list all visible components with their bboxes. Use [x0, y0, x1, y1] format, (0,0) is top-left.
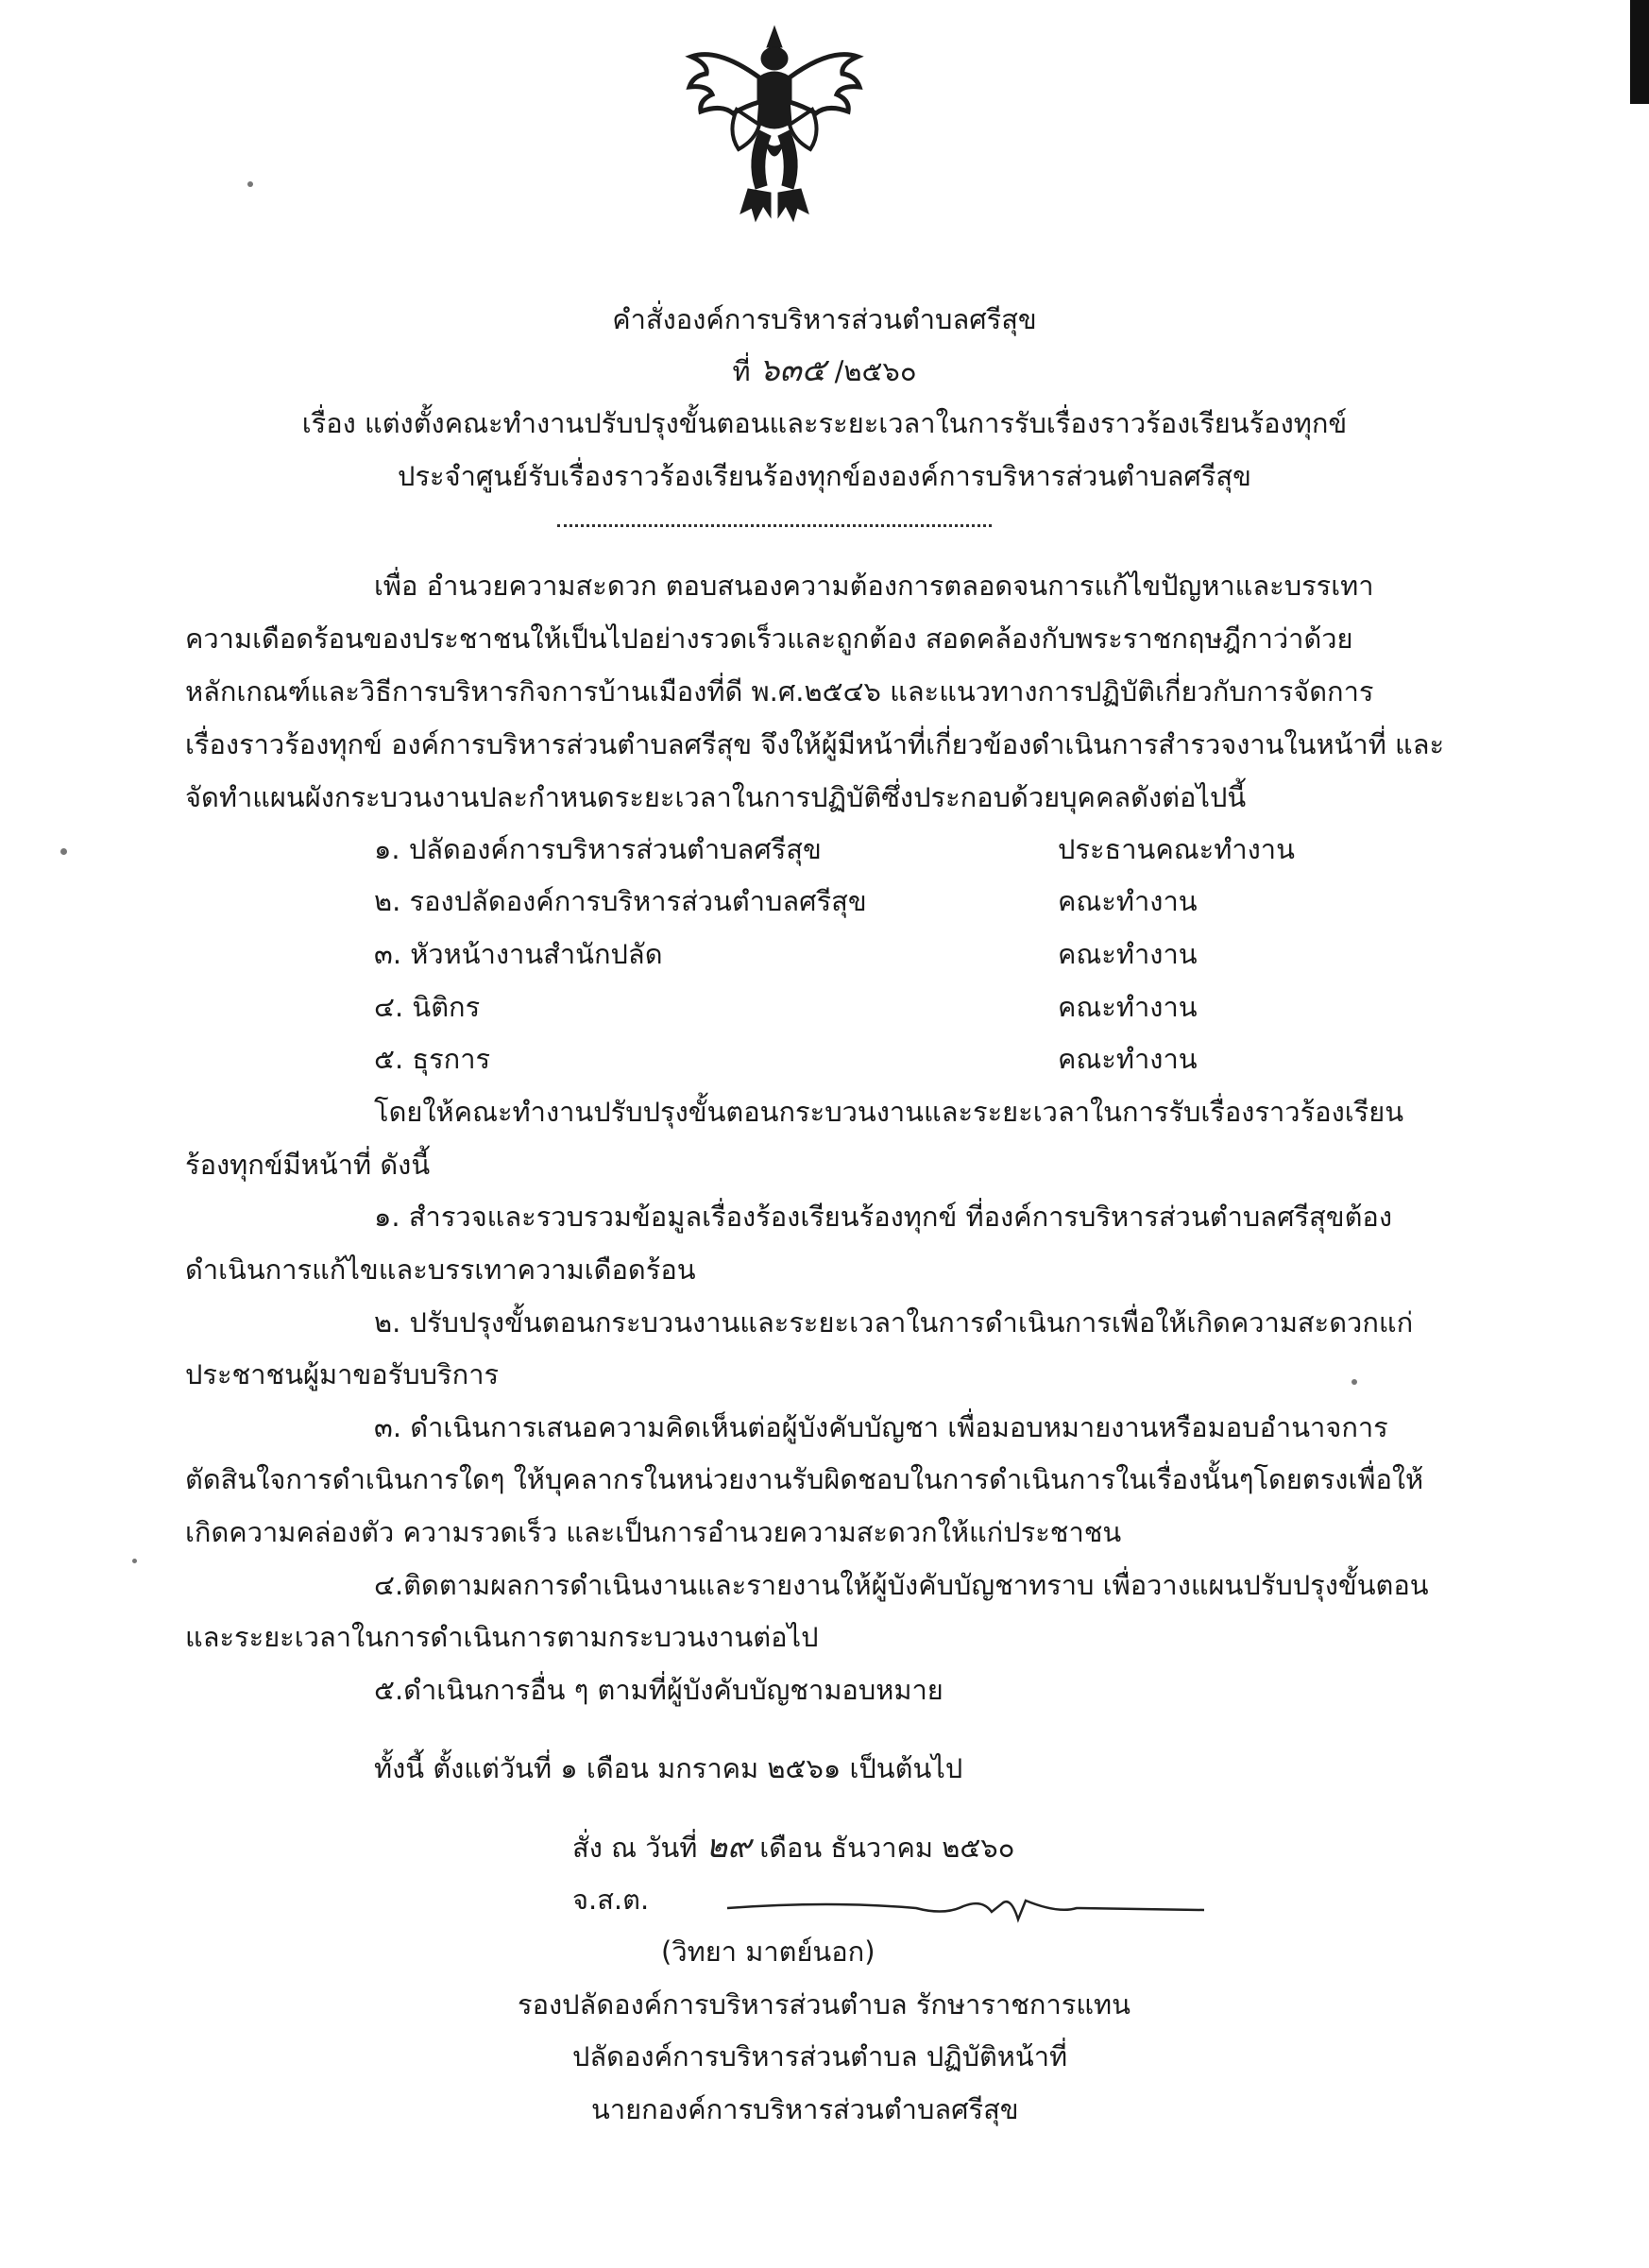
- duties-line: เกิดความคล่องตัว ความรวดเร็ว และเป็นการอำนวยความสะดวกให้แก่ประชาชน: [185, 1516, 1122, 1548]
- order-date-prefix: สั่ง ณ วันที่: [572, 1832, 698, 1864]
- effective-date: ทั้งนี้ ตั้งแต่วันที่ ๑ เดือน มกราคม ๒๕๖๑ เป็นต้นไป: [374, 1752, 963, 1784]
- page-edge-shadow: [1630, 0, 1649, 104]
- duties-line: ๒. ปรับปรุงขั้นตอนกระบวนงานและระยะเวลาในการดำเนินการเพื่อให้เกิดความสะดวกแก่: [374, 1306, 1414, 1339]
- member-role: ประธานคณะทำงาน: [1058, 833, 1295, 865]
- duties-line: ๑. สำรวจและรวบรวมข้อมูลเรื่องร้องเรียนร้องทุกข์ ที่องค์การบริหารส่วนตำบลศรีสุขต้อง: [374, 1201, 1392, 1233]
- handwritten-signature: [718, 1891, 1209, 1929]
- duties-line: ร้องทุกข์มีหน้าที่ ดังนี้: [185, 1149, 431, 1181]
- order-number-suffix: /๒๕๖๐: [834, 355, 917, 387]
- order-title: คำสั่งองค์การบริหารส่วนตำบลศรีสุข: [612, 303, 1037, 335]
- intro-line: เพื่อ อำนวยความสะดวก ตอบสนองความต้องการตลอดจนการแก้ไขปัญหาและบรรเทา: [374, 570, 1374, 602]
- intro-line: หลักเกณฑ์และวิธีการบริหารกิจการบ้านเมืองที่ดี พ.ศ.๒๕๔๖ และแนวทางการปฏิบัติเกี่ยวกับการจัดการ: [185, 675, 1374, 708]
- member-role: คณะทำงาน: [1058, 991, 1198, 1023]
- scan-speck: [1352, 1379, 1357, 1385]
- duties-line: ๕.ดำเนินการอื่น ๆ ตามที่ผู้บังคับบัญชามอบหมาย: [374, 1674, 944, 1706]
- member-role: คณะทำงาน: [1058, 1043, 1198, 1075]
- scan-speck: [132, 1559, 137, 1563]
- member-name: ๓. หัวหน้างานสำนักปลัด: [374, 938, 663, 970]
- member-name: ๔. นิติกร: [374, 991, 481, 1023]
- duties-line: ประชาชนผู้มาขอรับบริการ: [185, 1358, 500, 1390]
- duties-line: โดยให้คณะทำงานปรับปรุงขั้นตอนกระบวนงานและระยะเวลาในการรับเรื่องราวร้องเรียน: [374, 1096, 1404, 1128]
- order-date-suffix: เดือน ธันวาคม ๒๕๖๐: [759, 1832, 1015, 1864]
- signatory-position: รองปลัดองค์การบริหารส่วนตำบล รักษาราชการแทน: [518, 1988, 1130, 2021]
- duties-line: ๔.ติดตามผลการดำเนินงานและรายงานให้ผู้บังคับบัญชาทราบ เพื่อวางแผนปรับปรุงขั้นตอน: [374, 1569, 1429, 1601]
- scan-speck: [247, 181, 253, 187]
- order-number-prefix: ที่: [732, 355, 751, 387]
- duties-line: ดำเนินการแก้ไขและบรรเทาความเดือดร้อน: [185, 1253, 696, 1286]
- member-role: คณะทำงาน: [1058, 885, 1198, 917]
- intro-line: เรื่องราวร้องทุกข์ องค์การบริหารส่วนตำบลศรีสุข จึงให้ผู้มีหน้าที่เกี่ยวข้องดำเนินการสำรวจงานในหน้าที่ และ: [185, 728, 1445, 760]
- intro-line: จัดทำแผนผังกระบวนงานปละกำหนดระยะเวลาในการปฏิบัติซึ่งประกอบด้วยบุคคลดังต่อไปนี้: [185, 781, 1247, 813]
- signatory-name: (วิทยา มาตย์นอก): [661, 1935, 876, 1968]
- member-name: ๕. ธุรการ: [374, 1043, 491, 1075]
- signatory-position: ปลัดองค์การบริหารส่วนตำบล ปฏิบัติหน้าที่: [572, 2040, 1068, 2072]
- member-name: ๒. รองปลัดองค์การบริหารส่วนตำบลศรีสุข: [374, 885, 867, 917]
- separator-dots: [557, 524, 992, 527]
- duties-line: ๓. ดำเนินการเสนอความคิดเห็นต่อผู้บังคับบัญชา เพื่อมอบหมายงานหรือมอบอำนาจการ: [374, 1411, 1388, 1443]
- member-name: ๑. ปลัดองค์การบริหารส่วนตำบลศรีสุข: [374, 833, 822, 865]
- garuda-emblem: [680, 19, 869, 227]
- certified-mark: จ.ส.ต.: [572, 1884, 650, 1916]
- duties-line: และระยะเวลาในการดำเนินการตามกระบวนงานต่อไป: [185, 1621, 819, 1653]
- duties-line: ตัดสินใจการดำเนินการใดๆ ให้บุคลากรในหน่วยงานรับผิดชอบในการดำเนินการในเรื่องนั้นๆโดยตรงเพื่อให้: [185, 1463, 1424, 1495]
- order-number: [0, 351, 1649, 390]
- subject-line-1: เรื่อง แต่งตั้งคณะทำงานปรับปรุงขั้นตอนและระยะเวลาในการรับเรื่องราวร้องเรียนร้องทุกข์: [301, 407, 1348, 439]
- scan-speck: [60, 848, 67, 855]
- member-role: คณะทำงาน: [1058, 938, 1198, 970]
- order-number-handwritten: ๖๓๕: [758, 351, 826, 389]
- subject-line-2: ประจำศูนย์รับเรื่องราวร้องเรียนร้องทุกข์ององค์การบริหารส่วนตำบลศรีสุข: [398, 460, 1251, 492]
- intro-line: ความเดือดร้อนของประชาชนให้เป็นไปอย่างรวดเร็วและถูกต้อง สอดคล้องกับพระราชกฤษฎีกาว่าด้วย: [185, 622, 1353, 655]
- signatory-position: นายกองค์การบริหารส่วนตำบลศรีสุข: [591, 2093, 1019, 2125]
- order-date: [572, 1828, 1014, 1867]
- order-date-handwritten-day: ๒๙: [706, 1828, 751, 1866]
